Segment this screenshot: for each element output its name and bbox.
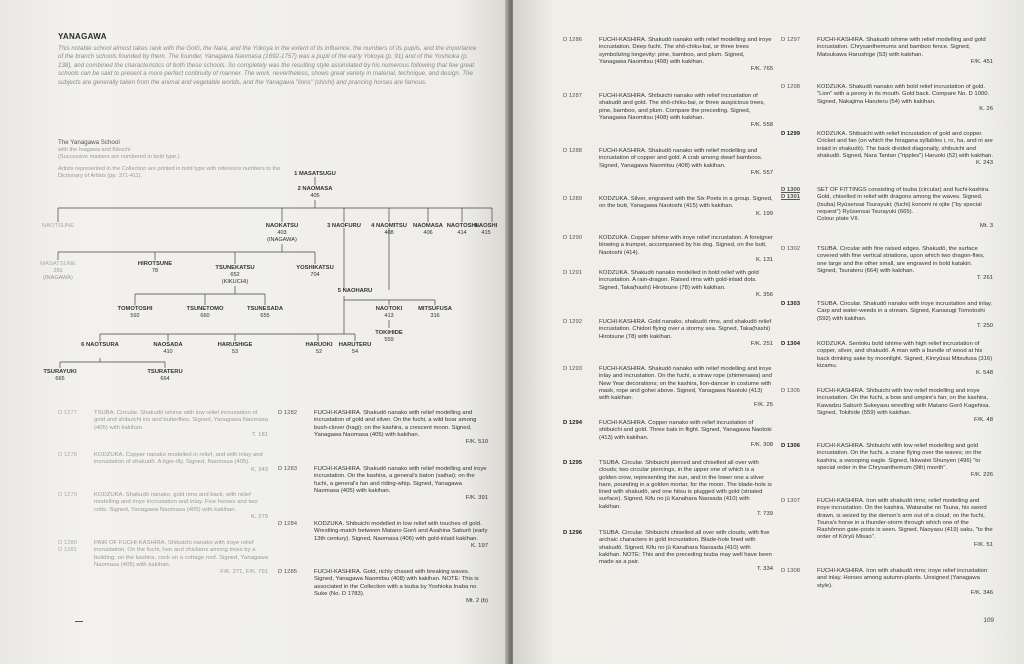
tree-node-naomasa: 2 NAOMASA 405 [297, 186, 333, 199]
tree-node-naotsune: NAOTSUNE [41, 223, 75, 229]
tree-title: The Yanagawa School [58, 139, 120, 146]
tree-node-naofuru: 3 NAOFURU [327, 223, 361, 229]
tree-node-haruoki: HARUOKI 52 [305, 342, 333, 355]
tree-subtitle-note: (Successive masters are numbered in bold type.) [58, 154, 180, 160]
tree-node-tsurateru: TSURATERU 664 [147, 369, 183, 382]
page-number: 109 [983, 617, 994, 624]
tree-node-harushige: HARUSHIGE 53 [217, 342, 253, 355]
intro-paragraph: This notable school almost takes rank with the Gotō, the Nara, and the Yokoya in the extent of its influence, the numbers of its pupils, and the importance of the branch schools founded by them. The founder, Yanagawa Naomasa (1692-1757) was a pupil of the early Yokoya (p. 91) and of the Yoshioka (p. 138), and combined the characteristics of both these schools. So completely was the resulting style assimilated by his numerous following that few great schools can be said to present a more perfect continuity of manner. The work, nevertheless, shows great variety in material, technique, and design. The subjects are generally taken from the animal and vegetable worlds, and the Yanagawa "lions" (shishi) and prancing horses are famous. [58, 45, 477, 86]
tree-node-naoshi: NAOSHI 415 [474, 223, 498, 236]
right-page: D 1286 FUCHI-KASHIRA. Shakudō nanako with relief modelling and iroye incrustation. Deep fuchi. The shō-chiku-bai, or three trees symbolizing longevity: pine, bamboo, and plum. Signed, Yanagawa Naomitsu (408) with kakihan. F/K. 765 D 1287 FUCHI-KASHIRA. Shibuichi nanako with relief incrustation of shakudō and gold. The shō-chiku-bai, or three auspicious trees, pine, bamboo, and plum. Compare the preceding. Signed, Yanagawa Naomitsu (408) with kakihan. F/K. 558 D 1288 FUCHI-KASHIRA. Shakudō nanako with relief modelling and incrustation of copper and gold. A crab among dwarf bamboos. Signed, Yanagawa Naomitsu (408) with kakihan. F/K. 557 D 1289 KODZUKA. Silver, engraved with the Six Poets in a group. Signed, on the butt, Yanagawa Naotoshi (415) with kakihan. K. 199 D 1290 KODZUKA. Copper ishime with iroye relief incrustation. A foreigner blowing a trumpet, accompanied by his dog. Signed, on the butt, Naotoshi (414). K. 131 D 1291 KODZUKA. Shakudō nanako modelled in bold relief with gold incrustation. A rain-dragon. Raised rims with gold-inlaid dots. Signed, Taka(hashi) Hirotsune (78) with kakihan. K. 356 D 1292 FUCHI-KASHIRA. Gold nanako, shakudō rims, and shakudō relief incrustation. Chidori flying over a stormy sea. Signed, Taka(hashi) Hirotsune (78) with kakihan. F/K. 251 D 1293 FUCHI-KASHIRA. Shakudō nanako with relief modelling and iroye inlay and incrustation. On the fuchi, a straw rope (shimenawa) and New Year decorations; on the kashira, lion-dancer in costume with mask, rope and gohei above. Signed, Yanagawa Naotoki (413) with kakihan. F/K. 25 D 1294 FUCHI-KASHIRA. Copper nanako with relief incrustation of shibuichi and gold. Three bats in flight. Signed, Yanagawa Naotoki (413) with kakihan. F/K. 308 D 1295 TSUBA. Circular. Shibuichi pierced and chiselled all over with clouds; two circular piercings, in the upper one of which is a golden crow, representing the sun, and in the lower one a silver hare, pounding in a golden mortar, for the moon. The blade-hole is lined with shakudō, and one hitsu is plugged with gold (striated surface). Signed, Kifu no jū Kanahara Naosada (410) with kakihan. T. 739 D 1296 TSUBA. Circular. Shibuichi chiselled all over with clouds, with five archaic characters in gold incrustation. Blade-hole lined with shakudō. Signed, Kifu no jū Kanahara Naosada (410) with kakihan. NOTE: This and the preceding tsuba may well have been made as a pair. T. 334 D 1297 FUCHI-KASHIRA. Shakudō ishime with relief modelling and gold incrustation. Chrysanthemums and bamboo fence. Signed, Matsukawa Harushige (53) with kakihan. F/K. 451 D 1298 KODZUKA. Shakudō nanako with bold relief incrustation of gold. "Lion" with a peony in its mouth. Gold back. Compare No. D 1000. Signed, Nakajima Haruteru (54) with kakihan. K. 26 D 1299 KODZUKA. Shibuichi with relief incrustation of gold and copper. Cricket and fan (on which the hiragana syllables i, ro, ha, and ni are inlaid in shakudō). The back divided diagonally, shibuichi and shakudō. Signed, Nara Tantan ("ripples") Haruoki (52) with kakihan. K. 243 D 1300 D 1301 SET OF FITTINGS consisting of tsuba (circular) and fuchi-kashira. Gold, chiselled in relief with dragons among the waves. Signed, (tsuba) Ryūsensai Tsurayuki; (fuchi) konomi ni ojite ("by special request") Ryūsensai Tsurayuki (665). Colour plate VII. Mt. 3 D 1302 TSUBA. Circular with fine raised edges. Shakudō, the surface covered with fine vertical striations, upon which two dragon-flies, one large and the other small, are engraved in bold katakiri. Signed, Tsurateru (664) with kakihan. T. 261 D 1303 TSUBA. Circular. Shakudō nanako with iroye incrustation and inlay. Carp and water-weeds in a stream. Signed, Kanasugi Tomotoshi (592) with kakihan. T. 250 D 1304 KODZUKA. Sentoku bold ishime with high relief incrustation of copper, silver, and shakudō. A man with a bundle of wood at his back drinking sake by moonlight. Signed, Kinryūsai Mitsufusa (316) kizamu. K. 548 D 1305 FUCHI-KASHIRA. Shibuichi with low relief modelling and iroye incrustation. On the fuchi, a bow and umpire's fan; on the kashira, Kawadzu Saburō Sukeyasu wrestling with Matano Gorō Kagehisa. Signed, Tokihide (559) with kakihan. F/K. 48 D 1306 FUCHI-KASHIRA. Shibuichi with low relief modelling and gold incrustation. On the fuchi, a crane flying over the waves; on the kashira, a swooping eagle. Signed, Ikkwatei Shunyen (496) "to special order in the Chrysanthemum (9th) month". F/K. 226 D 1307 FUCHI-KASHIRA. Iron with shakudō rims; relief modelling and iroye incrustation. On the kashira, Watanabe no Tsuna, his sword drawn, is seized by the demon's arm out of a cloud; on the fuchi, Tsuna's horse in a thunder-storm through which one of the Rashōmon gate-posts is seen. Signed, Naoyasu (419) saku, "to the order of Kōryū Misao". F/K. 51 D 1308 FUCHI-KASHIRA. Iron with shakudō rims; iroye relief incrustation and inlay. Horses among autumn-plants. Unsigned (Yanagawa style). F/K. 346 109 [513, 0, 1024, 664]
tree-node-masatsune: MASATSUNE 291 (INAGAWA) [40, 261, 76, 281]
tree-node-naotoki: NAOTOKI 413 [375, 306, 403, 319]
tree-node-naotoshi: NAOTOSHI 414 [446, 223, 478, 236]
page-mark [75, 621, 83, 623]
tree-node-naomitsu: 4 NAOMITSU 408 [371, 223, 407, 236]
tree-node-tsunekatsu: TSUNEKATSU 652 (KIKUCHI) [215, 265, 255, 285]
tree-node-yoshikatsu: YOSHIKATSU 704 [296, 265, 334, 278]
section-title: YANAGAWA [58, 32, 107, 41]
catalog-entry: D 1280 D 1281 PAIR OF FUCHI-KASHIRA. Shibuichi nanako with iroye relief incrustation. On the fuchi, hen and chickens among trees by a building; on the kashira, cock on a cottage roof. Signed, Yanagawa Naomasa (405) with kakihan. F/K. 271, F/K. 791 [58, 540, 269, 576]
tree-node-tsunetomo: TSUNETOMO 660 [186, 306, 224, 319]
tree-node-naotsura: 6 NAOTSURA [81, 342, 119, 348]
genealogy-lines [0, 0, 509, 400]
tree-node-hirotsune: HIROTSUNE 78 [137, 261, 173, 274]
tree-node-mitsufusa: MITSUFUSA 316 [418, 306, 452, 319]
tree-note: Artists represented in the Collection are printed in bold type with reference numbers to the Dictionary of Artists (pp. 371-411). [58, 166, 281, 179]
tree-node-tokihide: TOKIHIDE 559 [375, 330, 403, 343]
tree-node-tomotoshi: TOMOTOSHI 592 [117, 306, 153, 319]
tree-node-haruteru: HARUTERU 54 [338, 342, 372, 355]
tree-node-masatsugu: 1 MASATSUGU [294, 171, 336, 177]
tree-node-tsunesada: TSUNESADA 655 [246, 306, 284, 319]
tree-node-naoharu: 5 NAOHARU [337, 288, 373, 294]
tree-node-naokatsu: NAOKATSU 403 (INAGAWA) [265, 223, 299, 243]
tree-node-naosada: NAOSADA 410 [153, 342, 183, 355]
catalog-entry: D 1279 KODZUKA. Shakudō nanako, gold rims and back, with relief modelling and iroye incrustation and inlay. Five horses and two colts. Signed, Yanagawa Naomasa (405) with kakihan. K. 279 [58, 492, 268, 520]
tree-subtitle: with the Inagawa and Kikuchi [58, 147, 131, 153]
catalog-entry: D 1277 TSUBA. Circular. Shakudō ishime with low relief incrustation of gold and shibuichi iris and butterflies. Signed, Yanagawa Naomasa (405) with kakihan. T. 181 [58, 410, 268, 438]
left-page: YANAGAWA This notable school almost takes rank with the Gotō, the Nara, and the Yokoya in the extent of its influence, the numbers of its pupils, and the importance of the branch schools founded by them. The founder, Yanagawa Naomasa (1692-1757) was a pupil of the early Yokoya (p. 91) and of the Yoshioka (p. 138), and combined the characteristics of both these schools. So completely was the resulting style assimilated by his numerous following that few great schools can be said to present a more perfect continuity of manner. The work, nevertheless, shows great variety in material, technique, and design. The subjects are generally taken from the animal and vegetable worlds, and the Yanagawa "lions" (shishi) and prancing horses are famous. The Yanagawa School with the Inagawa and Kikuchi (Successive masters are numbered in bold type.) Artists represented in the Collection are printed in bold type with reference numbers to the Dictionary of Artists (pp. 371-411). 1 MASATSUGU 2 NAOMASA 405 NAOTSUNE NAOKATSU 403 (INAGAWA) 3 NAOFURU 4 NAOMITSU 408 NAOMASA 406 NAOTOSHI 414 NAOSHI 415 MASATSUNE 291 (INAGAWA) HIROTSUNE 78 TSUNEKATSU 652 (KIKUCHI) YOSHIKATSU 704 5 NAOHARU TOMOTOSHI 592 TSUNETOMO 660 TSUNESADA 655 NAOTOKI 413 MITSUFUSA 316 TOKIHIDE 559 6 NAOTSURA NAOSADA 410 HARUSHIGE 53 HARUOKI 52 HARUTERU 54 TSURAYUKI 665 TSURATERU 664 D 1277 TSUBA. Circular. Shakudō ishime with low relief incrustation of gold and shibuichi iris and butterflies. Signed, Yanagawa Naomasa (405) with kakihan. T. 181 D 1278 KODZUKA. Copper nanako modelled in relief, and with inlay and incrustation of shakudō. A tiger-lily. Signed, Naomasa (405). K. 343 D 1279 KODZUKA. Shakudō nanako, gold rims and back, with relief modelling and iroye incrustation and inlay. Five horses and two colts. Signed, Yanagawa Naomasa (405) with kakihan. K. 279 D 1280 D 1281 PAIR OF FUCHI-KASHIRA. Shibuichi nanako with iroye relief incrustation. On the fuchi, hen and chickens among trees by a building; on the kashira, cock on a cottage roof. Signed, Yanagawa Naomasa (405) with kakihan. F/K. 271, F/K. 791 D 1282 FUCHI-KASHIRA. Shakudō nanako with relief modelling and incrustation of gold and silver. On the fuchi, a wild boar among bush-clover (hagi); on the kashira, a crescent moon. Signed, Yanagawa Naomasa (405) with kakihan. F/K. 510 D 1283 FUCHI-KASHIRA. Shakudō nanako with relief modelling and iroye incrustation. On the kashira, a general's baton (saihai); on the fuchi, a general's fan and riding-whip. Signed, Yanagawa Naomasa (405) with kakihan. F/K. 391 D 1284 KODZUKA. Shibuichi modelled in low relief with touches of gold. Wrestling-match between Matano Gorō and Asahina Saburō (early 13th century). Signed, Naomasa (406) with gold-inlaid kakihan. K. 197 D 1285 FUCHI-KASHIRA. Gold, richly chased with breaking waves. Signed, Yanagawa Naomitsu (408) with kakihan. NOTE: This is associated in the Collection with a tsuba by Yoshioka Inaba no Suke (No. D 1783). Mt. 2 (b) [0, 0, 509, 664]
tree-node-naomasa-406: NAOMASA 406 [413, 223, 443, 236]
catalog-entry: D 1278 KODZUKA. Copper nanako modelled in relief, and with inlay and incrustation of shakudō. A tiger-lily. Signed, Naomasa (405). K. 343 [58, 452, 268, 473]
tree-node-tsurayuki: TSURAYUKI 665 [43, 369, 77, 382]
